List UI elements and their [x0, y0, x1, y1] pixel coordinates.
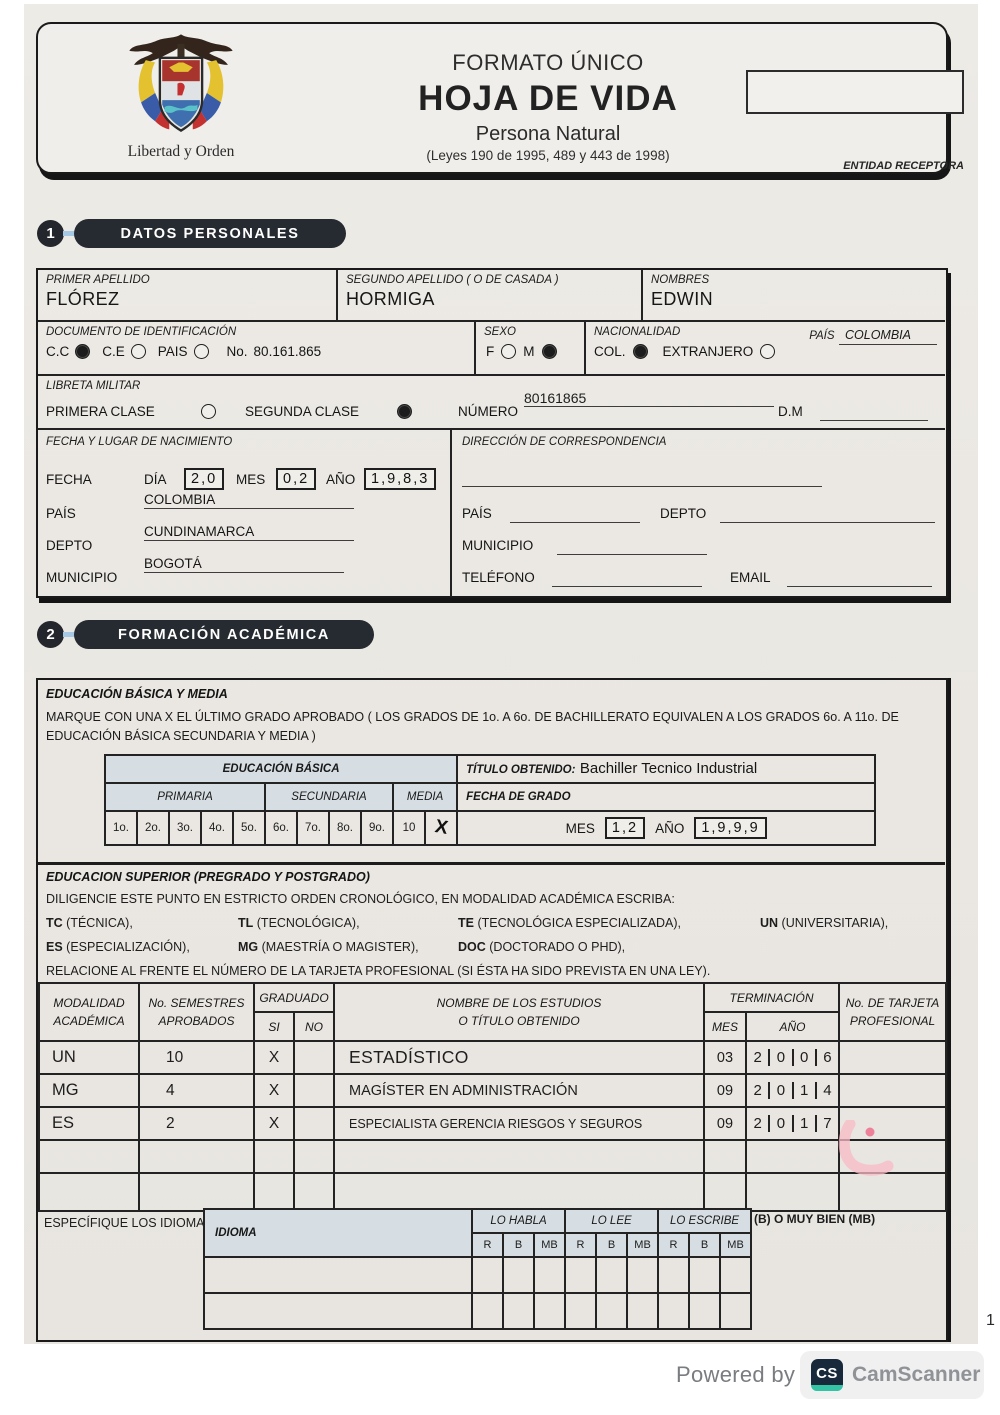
row1-mes[interactable]: 03 — [704, 1041, 746, 1074]
telefono-value[interactable] — [552, 570, 702, 587]
idioma-header: IDIOMA — [204, 1209, 472, 1257]
code-mg-abbr: MG — [238, 940, 259, 954]
field-segundo-apellido — [338, 270, 643, 322]
basica-instructions: MARQUE CON UNA X EL ÚLTIMO GRADO APROBADO ( LOS GRADOS DE 1o. A 6o. DE BACHILLERATO EQUIVALEN A LOS GRADOS 6o. A 11o. DE EDUCACIÓN BÁSICA SECUNDARIA Y MEDIA ) — [46, 710, 899, 744]
libreta-label: LIBRETA MILITAR — [46, 380, 141, 392]
lo-habla-header: LO HABLA — [472, 1209, 565, 1233]
grade-6[interactable]: 6o. — [265, 811, 297, 845]
row4-semestres[interactable] — [139, 1140, 254, 1173]
languages-note: (B) O MUY BIEN (MB) — [754, 1212, 876, 1226]
ce-radio[interactable] — [131, 344, 146, 359]
code-tc-abbr: TC — [46, 916, 63, 930]
titulo-obtenido-value[interactable]: Bachiller Tecnico Industrial — [579, 760, 758, 777]
language-row — [204, 1257, 751, 1293]
doc-number-label: No. — [226, 344, 248, 359]
row5-graduado-no[interactable] — [294, 1173, 334, 1211]
row1-graduado-si[interactable]: X — [254, 1041, 294, 1074]
pais-doc-label: PAIS — [157, 344, 188, 359]
language-cell[interactable] — [720, 1257, 751, 1293]
grado-ano-label: AÑO — [655, 820, 685, 836]
language-cell[interactable] — [627, 1293, 658, 1329]
table-row-empty — [39, 1173, 946, 1211]
section2-title: FORMACIÓN ACADÉMICA — [118, 626, 330, 643]
code-tl-desc: (TECNOLÓGICA), — [256, 916, 360, 930]
language-cell[interactable] — [689, 1293, 720, 1329]
camscanner-brand-name: CamScanner — [852, 1363, 981, 1386]
grade-4[interactable]: 4o. — [201, 811, 233, 845]
superior-line2: RELACIONE AL FRENTE EL NÚMERO DE LA TARJETA PROFESIONAL (SI ÉSTA HA SIDO PREVISTA EN UNA LEY). — [46, 964, 711, 978]
extranjero-label: EXTRANJERO — [662, 344, 754, 359]
lee-r-header: R — [565, 1233, 596, 1257]
superior-line1: DILIGENCIE ESTE PUNTO EN ESTRICTO ORDEN CRONOLÓGICO, EN MODALIDAD ACADÉMICA ESCRIBA: — [46, 892, 675, 906]
header-terminacion: TERMINACIÓN — [704, 983, 839, 1012]
ano-box[interactable]: 1,9,8,3 — [364, 468, 436, 490]
escribe-b-header: B — [689, 1233, 720, 1257]
row2-graduado-si[interactable]: X — [254, 1074, 294, 1107]
col-radio[interactable] — [633, 344, 648, 359]
section-divider — [38, 862, 945, 865]
cc-label: C.C — [46, 344, 70, 359]
coat-of-arms — [96, 32, 266, 172]
header-modalidad: MODALIDAD ACADÉMICA — [39, 983, 139, 1041]
lo-lee-header: LO LEE — [565, 1209, 658, 1233]
row1-nombre[interactable]: ESTADÍSTICO — [334, 1041, 704, 1074]
dm-value[interactable] — [820, 404, 928, 421]
municipio-label: MUNICIPIO — [46, 570, 118, 585]
table-row — [39, 1041, 946, 1074]
grade-x-mark: X — [433, 816, 450, 839]
section1-number: 1 — [46, 225, 55, 242]
documento-label: DOCUMENTO DE IDENTIFICACIÓN — [46, 326, 237, 338]
row2-nombre[interactable]: MAGÍSTER EN ADMINISTRACIÓN — [334, 1074, 704, 1107]
colombia-coat-of-arms-icon — [122, 32, 240, 140]
secundaria-header: SECUNDARIA — [265, 783, 393, 811]
row3-graduado-si[interactable]: X — [254, 1107, 294, 1140]
row3-tarjeta[interactable] — [839, 1107, 946, 1140]
grade-10[interactable]: 10 — [393, 811, 425, 845]
sexo-m-label: M — [523, 344, 535, 359]
powered-by-text: Powered by — [676, 1362, 796, 1387]
dia-box[interactable]: 2,0 — [184, 468, 224, 490]
row5-semestres[interactable] — [139, 1173, 254, 1211]
row2-ano[interactable]: 2 0 1 4 — [746, 1074, 839, 1107]
row4-mes[interactable] — [704, 1140, 746, 1173]
dm-label: D.M — [778, 404, 803, 419]
primera-clase-label: PRIMERA CLASE — [46, 404, 155, 419]
grado-ano-box[interactable]: 1,9,9,9 — [694, 817, 766, 839]
camscanner-logo-icon — [811, 1359, 843, 1391]
doc-number-value[interactable]: 80.161.865 — [253, 344, 322, 359]
section1-title-pill — [74, 219, 346, 248]
section2-number-badge — [37, 621, 64, 648]
habla-mb-header: MB — [534, 1233, 565, 1257]
email-label: EMAIL — [730, 570, 771, 585]
language-name-cell[interactable] — [204, 1293, 472, 1329]
header-mes: MES — [704, 1012, 746, 1041]
row4-tarjeta[interactable] — [839, 1140, 946, 1173]
language-cell[interactable] — [565, 1293, 596, 1329]
dir-municipio-value[interactable] — [557, 538, 707, 555]
primera-clase-radio[interactable] — [201, 404, 216, 419]
row4-ano[interactable] — [746, 1140, 839, 1173]
header-nombre-estudios: NOMBRE DE LOS ESTUDIOS O TÍTULO OBTENIDO — [334, 983, 704, 1041]
sexo-m-radio[interactable] — [542, 344, 557, 359]
section1-number-badge — [37, 220, 64, 247]
sexo-f-label: F — [486, 344, 495, 359]
row1-tarjeta[interactable] — [839, 1041, 946, 1074]
email-value[interactable] — [787, 570, 932, 587]
section1-title: DATOS PERSONALES — [120, 225, 300, 242]
nombres-value[interactable]: EDWIN — [651, 289, 713, 309]
language-cell[interactable] — [534, 1293, 565, 1329]
row4-nombre[interactable] — [334, 1140, 704, 1173]
row3-ano[interactable]: 2 0 1 7 — [746, 1107, 839, 1140]
nacimiento-label: FECHA Y LUGAR DE NACIMIENTO — [46, 436, 233, 448]
section2-number: 2 — [46, 626, 55, 643]
language-cell[interactable] — [472, 1257, 503, 1293]
code-mg-desc: (MAESTRÍA O MAGISTER), — [261, 940, 419, 954]
code-doc-desc: (DOCTORADO O PHD), — [489, 940, 626, 954]
superior-title: EDUCACION SUPERIOR (PREGRADO Y POSTGRADO) — [46, 870, 370, 884]
code-un-abbr: UN — [760, 916, 779, 930]
language-cell[interactable] — [720, 1293, 751, 1329]
educacion-basica-table — [104, 754, 876, 846]
code-mg — [238, 940, 419, 954]
sexo-f-radio[interactable] — [501, 344, 516, 359]
form-type-title: FORMATO ÚNICO — [452, 50, 644, 75]
lee-b-header: B — [596, 1233, 627, 1257]
language-cell[interactable] — [658, 1257, 689, 1293]
code-es — [46, 940, 190, 954]
dir-depto-value[interactable] — [720, 506, 935, 523]
header-box — [36, 22, 964, 174]
mes-nac-label: MES — [236, 472, 266, 487]
pais-header-value[interactable]: COLOMBIA — [839, 328, 937, 345]
dir-depto-label: DEPTO — [660, 506, 707, 521]
camscanner-logo-text: CS — [816, 1364, 838, 1382]
grade-2[interactable]: 2o. — [137, 811, 169, 845]
row5-graduado-si[interactable] — [254, 1173, 294, 1211]
language-cell[interactable] — [503, 1257, 534, 1293]
lee-mb-header: MB — [627, 1233, 658, 1257]
grade-11-marked[interactable] — [425, 811, 457, 845]
pais-nac-value[interactable]: COLOMBIA — [144, 492, 354, 509]
header-graduado: GRADUADO — [254, 983, 334, 1012]
camscanner-badge — [800, 1351, 984, 1399]
fecha-label: FECHA — [46, 472, 92, 487]
grado-mes-label: MES — [565, 820, 595, 836]
row4-graduado-si[interactable] — [254, 1140, 294, 1173]
field-nacionalidad — [586, 322, 945, 376]
code-tl-abbr: TL — [238, 916, 254, 930]
code-te-desc: (TECNOLÓGICA ESPECIALIZADA), — [477, 916, 681, 930]
language-cell[interactable] — [565, 1257, 596, 1293]
educacion-superior-table — [38, 982, 947, 1212]
language-cell[interactable] — [503, 1293, 534, 1329]
primaria-header: PRIMARIA — [105, 783, 265, 811]
header-tarjeta: No. DE TARJETA PROFESIONAL — [839, 983, 946, 1041]
segundo-apellido-label: SEGUNDO APELLIDO ( O DE CASADA ) — [346, 274, 559, 286]
grade-7[interactable]: 7o. — [297, 811, 329, 845]
field-primer-apellido — [38, 270, 338, 322]
language-row — [204, 1293, 751, 1329]
libreta-numero-value[interactable]: 80161865 — [524, 390, 774, 407]
code-doc — [458, 940, 625, 954]
table-row-empty — [39, 1140, 946, 1173]
field-sexo — [476, 322, 586, 376]
dia-label: DÍA — [144, 472, 167, 487]
titulo-obtenido-label: TÍTULO OBTENIDO: — [466, 764, 576, 776]
segunda-clase-radio[interactable] — [397, 404, 412, 419]
educacion-basica-header: EDUCACIÓN BÁSICA — [105, 755, 457, 783]
grade-8[interactable]: 8o. — [329, 811, 361, 845]
coat-caption: Libertad y Orden — [127, 143, 235, 160]
header-si: SI — [254, 1012, 294, 1041]
subtitle: Persona Natural — [475, 123, 621, 145]
code-tc-desc: (TÉCNICA), — [66, 916, 133, 930]
laws-line: (Leyes 190 de 1995, 489 y 443 de 1998) — [426, 148, 670, 163]
code-tc — [46, 916, 133, 930]
table-row — [39, 1074, 946, 1107]
header-semestres: No. SEMESTRES APROBADOS — [139, 983, 254, 1041]
field-correspondencia — [452, 430, 945, 597]
row2-modalidad[interactable]: MG — [39, 1074, 139, 1107]
direccion-value[interactable] — [462, 470, 822, 487]
table-row — [39, 1107, 946, 1140]
row2-mes[interactable]: 09 — [704, 1074, 746, 1107]
row2-semestres[interactable]: 4 — [139, 1074, 254, 1107]
row2-graduado-no[interactable] — [294, 1074, 334, 1107]
datos-personales-box — [36, 268, 948, 598]
languages-table — [203, 1208, 752, 1330]
sexo-label: SEXO — [484, 326, 516, 338]
row1-ano[interactable]: 2 0 0 6 — [746, 1041, 839, 1074]
habla-b-header: B — [503, 1233, 534, 1257]
pais-nac-label: PAÍS — [46, 506, 76, 521]
pais-header-label: PAÍS — [809, 330, 835, 342]
row5-modalidad[interactable] — [39, 1173, 139, 1211]
row1-graduado-no[interactable] — [294, 1041, 334, 1074]
fecha-grado-header: FECHA DE GRADO — [457, 783, 875, 811]
header-ano: AÑO — [746, 1012, 839, 1041]
field-nacimiento — [38, 430, 452, 597]
scanned-page — [24, 4, 995, 1344]
libreta-numero-label: NÚMERO — [458, 404, 518, 419]
row5-tarjeta[interactable] — [839, 1173, 946, 1211]
language-cell[interactable] — [472, 1293, 503, 1329]
depto-value[interactable]: CUNDINAMARCA — [144, 524, 354, 541]
code-es-desc: (ESPECIALIZACIÓN), — [66, 940, 190, 954]
primer-apellido-value[interactable]: FLÓREZ — [46, 289, 120, 309]
language-cell[interactable] — [627, 1257, 658, 1293]
code-un — [760, 916, 888, 930]
row1-semestres[interactable]: 10 — [139, 1041, 254, 1074]
row2-tarjeta[interactable] — [839, 1074, 946, 1107]
field-nombres — [643, 270, 945, 322]
basica-title: EDUCACIÓN BÁSICA Y MEDIA — [46, 687, 228, 701]
language-cell[interactable] — [534, 1257, 565, 1293]
language-cell[interactable] — [689, 1257, 720, 1293]
dir-pais-value[interactable] — [510, 506, 640, 523]
pais-doc-radio[interactable] — [194, 344, 209, 359]
grade-5[interactable]: 5o. — [233, 811, 265, 845]
depto-label: DEPTO — [46, 538, 93, 553]
cc-radio[interactable] — [75, 344, 90, 359]
lo-escribe-header: LO ESCRIBE — [658, 1209, 751, 1233]
mes-box[interactable]: 0,2 — [276, 468, 316, 490]
code-te-abbr: TE — [458, 916, 474, 930]
dir-pais-label: PAÍS — [462, 506, 492, 521]
row3-semestres[interactable]: 2 — [139, 1107, 254, 1140]
row3-graduado-no[interactable] — [294, 1107, 334, 1140]
row5-nombre[interactable] — [334, 1173, 704, 1211]
grade-3[interactable]: 3o. — [169, 811, 201, 845]
municipio-value[interactable]: BOGOTÁ — [144, 556, 344, 573]
entidad-receptora-box[interactable] — [746, 70, 964, 114]
nacionalidad-label: NACIONALIDAD — [594, 326, 681, 338]
language-cell[interactable] — [596, 1293, 627, 1329]
language-cell[interactable] — [658, 1293, 689, 1329]
code-es-abbr: ES — [46, 940, 63, 954]
section2-title-pill — [74, 620, 374, 649]
segundo-apellido-value[interactable]: HORMIGA — [346, 289, 435, 309]
page-number: 1 — [986, 1312, 995, 1329]
ce-label: C.E — [102, 344, 125, 359]
dir-municipio-label: MUNICIPIO — [462, 538, 534, 553]
row4-modalidad[interactable] — [39, 1140, 139, 1173]
segunda-clase-label: SEGUNDA CLASE — [245, 404, 360, 419]
telefono-label: TELÉFONO — [462, 570, 535, 585]
code-tl — [238, 916, 360, 930]
row1-modalidad[interactable]: UN — [39, 1041, 139, 1074]
row4-graduado-no[interactable] — [294, 1140, 334, 1173]
field-libreta-militar — [38, 376, 945, 430]
grade-1[interactable]: 1o. — [105, 811, 137, 845]
nombres-label: NOMBRES — [651, 274, 710, 286]
languages-label: ESPECÍFIQUE LOS IDIOMA — [44, 1216, 205, 1230]
header-no: NO — [294, 1012, 334, 1041]
formacion-academica-box — [36, 678, 948, 1342]
row3-nombre[interactable]: ESPECIALISTA GERENCIA RIESGOS Y SEGUROS — [334, 1107, 704, 1140]
media-header: MEDIA — [393, 783, 457, 811]
language-name-cell[interactable] — [204, 1257, 472, 1293]
ano-nac-label: AÑO — [326, 472, 356, 487]
escribe-r-header: R — [658, 1233, 689, 1257]
row5-ano[interactable] — [746, 1173, 839, 1211]
code-un-desc: (UNIVERSITARIA), — [781, 916, 889, 930]
grade-9[interactable]: 9o. — [361, 811, 393, 845]
direccion-label: DIRECCIÓN DE CORRESPONDENCIA — [462, 436, 667, 448]
grado-mes-box[interactable]: 1,2 — [605, 817, 645, 839]
row3-mes[interactable]: 09 — [704, 1107, 746, 1140]
habla-r-header: R — [472, 1233, 503, 1257]
code-doc-abbr: DOC — [458, 940, 486, 954]
extranjero-radio[interactable] — [760, 344, 775, 359]
field-documento — [38, 322, 476, 376]
col-label: COL. — [594, 344, 626, 359]
row5-mes[interactable] — [704, 1173, 746, 1211]
page-title: HOJA DE VIDA — [418, 79, 678, 118]
code-te — [458, 916, 681, 930]
escribe-mb-header: MB — [720, 1233, 751, 1257]
primer-apellido-label: PRIMER APELLIDO — [46, 274, 150, 286]
entidad-receptora-label: ENTIDAD RECEPTORA — [843, 160, 964, 172]
row3-modalidad[interactable]: ES — [39, 1107, 139, 1140]
language-cell[interactable] — [596, 1257, 627, 1293]
